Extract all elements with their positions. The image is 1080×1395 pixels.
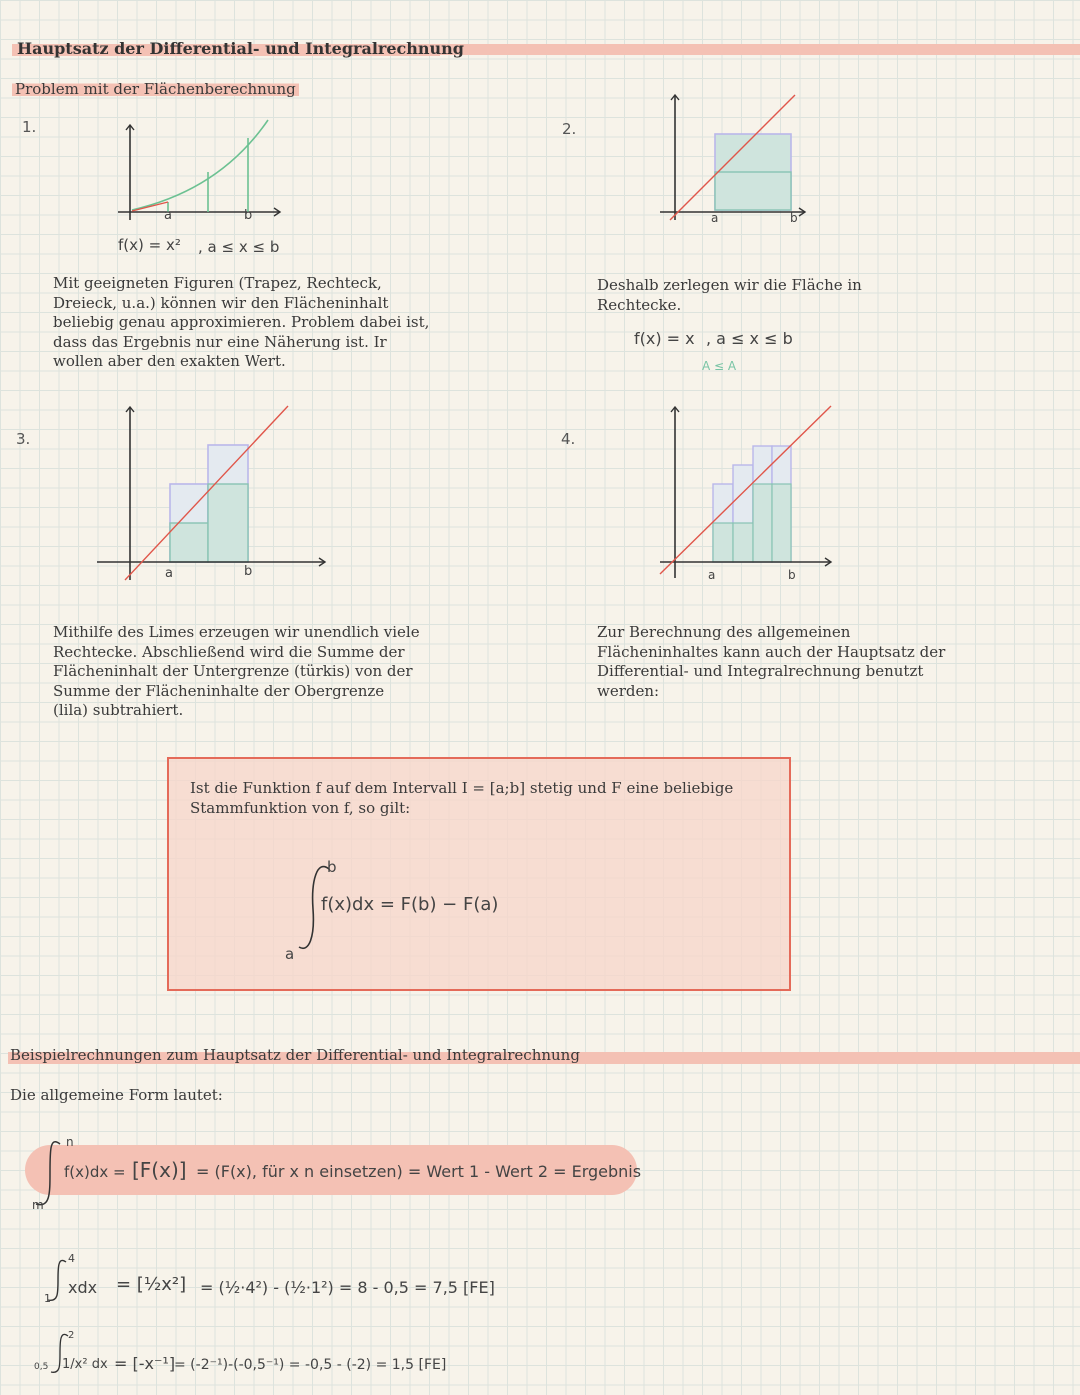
step2-axis-a: a bbox=[711, 211, 719, 225]
step1-axis-a: a bbox=[164, 208, 172, 223]
example1-bracket: = [½x²] bbox=[116, 1274, 187, 1295]
step1-text: Mit geeigneten Figuren (Trapez, Rechteck, Dreieck, u.a.) können wir den Flächeninhalt beliebig genau approximieren. Problem dabei ist, dass das Ergebnis nur eine Näherung ist. Ir wollen aber den exakten Wert. bbox=[53, 274, 430, 370]
step2-function-label: f(x) = x bbox=[634, 329, 695, 348]
theorem-box bbox=[167, 757, 791, 991]
example2-bracket: = [-x⁻¹] bbox=[114, 1354, 176, 1373]
step3-rect-lower-1 bbox=[170, 523, 208, 562]
step2-number: 2. bbox=[562, 120, 577, 138]
general-rest: = (F(x), für x n einsetzen) = Wert 1 - Wert 2 = Ergebnis bbox=[196, 1162, 642, 1181]
step1-axis-b: b bbox=[244, 208, 253, 223]
step2-lower-rect bbox=[715, 172, 791, 210]
step2-interval-label: , a ≤ x ≤ b bbox=[706, 329, 793, 348]
theorem-formula: f(x)dx = F(b) − F(a) bbox=[321, 894, 499, 915]
theorem-statement: Ist die Funktion f auf dem Intervall I = [a;b] stetig und F eine beliebige Stammfunktion von f, so gilt: bbox=[190, 779, 734, 817]
title-rule bbox=[440, 44, 1080, 55]
step1-function-label: f(x) = x² bbox=[118, 236, 181, 254]
step2-axis-b: b bbox=[790, 211, 798, 225]
step3-text: Mithilfe des Limes erzeugen wir unendlich viele Rechtecke. Abschließend wird die Summe der Flächeninhalt der Untergrenze (türkis) von der Summe der Flächeninhalte der Obergrenze (lila) subtrahiert. bbox=[53, 623, 420, 719]
step3-rect-lower-2 bbox=[208, 484, 248, 562]
section2-intro: Die allgemeine Form lautet: bbox=[10, 1086, 223, 1104]
general-integrand: f(x)dx = bbox=[64, 1163, 126, 1181]
theorem-upper: b bbox=[327, 858, 337, 876]
step2-note: A ≤ A bbox=[702, 359, 737, 373]
example1-upper: 4 bbox=[68, 1252, 75, 1265]
example2-upper: 2 bbox=[68, 1330, 75, 1341]
step4-axis-b: b bbox=[788, 568, 796, 582]
step4-text: Zur Berechnung des allgemeinen Flächeninhaltes kann auch der Hauptsatz der Differential- und Integralrechnung benutzt werden: bbox=[597, 623, 946, 700]
step4-axis-a: a bbox=[708, 568, 716, 582]
step3-number: 3. bbox=[16, 430, 31, 448]
step1-interval-label: , a ≤ x ≤ b bbox=[198, 238, 280, 256]
step4-rect-lower-2 bbox=[733, 523, 753, 562]
step2-text: Deshalb zerlegen wir die Fläche in Rechtecke. bbox=[597, 276, 862, 314]
step3-axis-a: a bbox=[165, 566, 173, 581]
theorem-lower: a bbox=[285, 945, 295, 963]
general-lower: m bbox=[32, 1198, 44, 1212]
example2-result: = (-2⁻¹)-(-0,5⁻¹) = -0,5 - (-2) = 1,5 [FE] bbox=[174, 1357, 447, 1373]
step3-axis-b: b bbox=[244, 564, 253, 579]
example2-integrand: 1/x² dx bbox=[62, 1357, 108, 1372]
section1-heading: Problem mit der Flächenberechnung bbox=[12, 80, 299, 100]
general-upper: n bbox=[66, 1135, 74, 1149]
step2-graph bbox=[655, 90, 815, 225]
step4-number: 4. bbox=[561, 430, 576, 448]
general-bracket: [F(x)] bbox=[132, 1158, 187, 1182]
section2-heading: Beispielrechnungen zum Hauptsatz der Differential- und Integralrechnung bbox=[10, 1046, 580, 1064]
step1-number: 1. bbox=[22, 118, 37, 136]
page-title: Hauptsatz der Differential- und Integralrechnung bbox=[17, 39, 464, 58]
example1-lower: 1 bbox=[44, 1292, 51, 1305]
example2-lower: 0,5 bbox=[34, 1362, 49, 1372]
example1-result: = (½·4²) - (½·1²) = 8 - 0,5 = 7,5 [FE] bbox=[200, 1278, 495, 1297]
step4-rect-lower-1 bbox=[713, 523, 733, 562]
step3-graph bbox=[95, 402, 335, 587]
step1-graph bbox=[110, 120, 290, 230]
step4-rect-lower-4 bbox=[772, 484, 791, 562]
step4-rect-lower-3 bbox=[753, 484, 772, 562]
step4-graph bbox=[655, 402, 840, 582]
example1-integrand: xdx bbox=[68, 1278, 98, 1297]
